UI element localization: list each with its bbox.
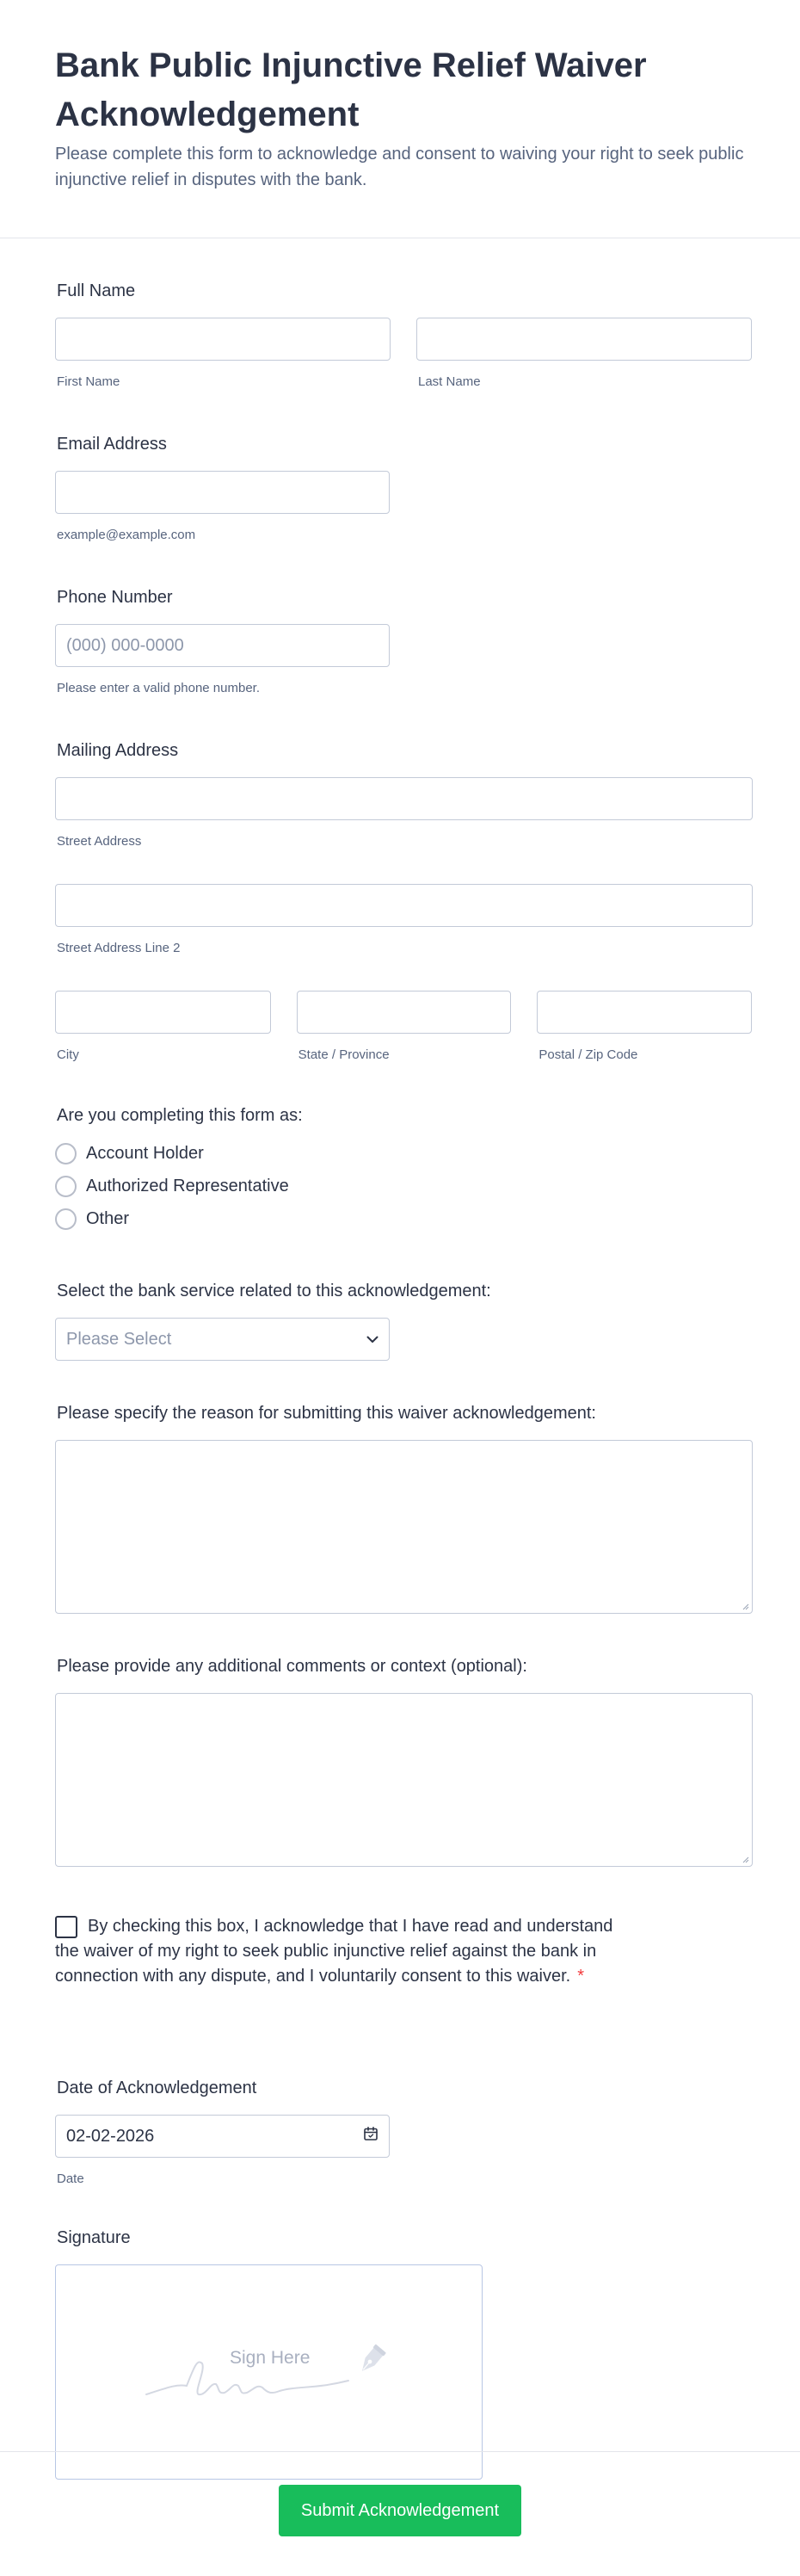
date-label: Date of Acknowledgement [57,2079,257,2097]
required-mark: * [577,1967,585,1986]
chevron-down-icon [366,1333,378,1345]
service-selected-value: Please Select [66,1329,172,1349]
consent-text [55,1914,612,1989]
page-title: Bank Public Injunctive Relief Waiver Acknowledgement [55,46,647,133]
radio-authorized-representative[interactable] [55,1170,752,1202]
consent-field [55,1917,752,1989]
zip-input[interactable] [537,991,752,1034]
radio-circle[interactable] [55,1208,77,1230]
state-input[interactable] [297,991,512,1034]
reason-field [55,1404,752,1614]
radio-label: Account Holder [86,1143,204,1163]
full-name-label: Full Name [57,281,136,300]
city-sublabel: City [57,1047,79,1062]
zip-sublabel: Postal / Zip Code [538,1047,638,1062]
date-input[interactable] [55,2115,390,2158]
resize-handle-icon[interactable] [741,1855,749,1863]
comments-textarea[interactable] [55,1693,753,1867]
street-address-line2-sublabel: Street Address Line 2 [57,941,181,955]
signature-label: Signature [57,2228,131,2247]
mailing-address-field [55,741,752,1063]
phone-sublabel: Please enter a valid phone number. [57,681,260,695]
comments-label: Please provide any additional comments or context (optional): [57,1657,527,1676]
email-field [55,435,752,543]
pen-icon [351,2343,389,2381]
role-field [55,1106,752,1235]
phone-input[interactable]: (000) 000-0000 [55,624,390,667]
email-input[interactable] [55,471,390,514]
date-field [55,2079,752,2187]
radio-circle[interactable] [55,1143,77,1164]
radio-label: Authorized Representative [86,1176,289,1195]
form-header [0,0,800,238]
mailing-address-label: Mailing Address [57,741,179,760]
service-field [55,1282,752,1361]
radio-circle[interactable] [55,1176,77,1197]
street-address-sublabel: Street Address [57,834,142,849]
first-name-sublabel: First Name [57,374,120,389]
radio-label: Other [86,1208,130,1228]
comments-field [55,1657,752,1867]
city-input[interactable] [55,991,271,1034]
consent-line-2: the waiver of my right to seek public injunctive relief against the bank in [55,1942,597,1961]
reason-textarea[interactable] [55,1440,753,1614]
page-description: Please complete this form to acknowledge and consent to waiving your right to seek public injunctive relief in disputes with the bank. [55,145,744,189]
email-sublabel: example@example.com [57,528,196,542]
reason-label: Please specify the reason for submitting this waiver acknowledgement: [57,1404,596,1423]
form-footer [0,2451,800,2576]
date-value: 02-02-2026 [66,2126,155,2146]
service-label: Select the bank service related to this acknowledgement: [57,1282,491,1300]
last-name-sublabel: Last Name [418,374,481,389]
phone-field [55,588,752,696]
form-body [0,281,800,2508]
radio-other[interactable] [55,1202,752,1235]
street-address-line2-input[interactable] [55,884,753,927]
street-address-input[interactable] [55,777,753,820]
signature-pad[interactable] [55,2264,483,2480]
calendar-icon[interactable] [363,2126,378,2147]
phone-label: Phone Number [57,588,173,607]
sign-here-placeholder: Sign Here [230,2348,311,2368]
resize-handle-icon[interactable] [741,1602,749,1610]
state-sublabel: State / Province [298,1047,390,1062]
consent-line-1: By checking this box, I acknowledge that I have read and understand [88,1917,613,1936]
email-label: Email Address [57,435,167,454]
date-sublabel: Date [57,2171,84,2186]
role-label: Are you completing this form as: [57,1106,303,1125]
consent-checkbox[interactable] [55,1916,77,1938]
submit-button[interactable]: Submit Acknowledgement [279,2485,521,2536]
first-name-input[interactable] [55,318,391,361]
full-name-field [55,281,752,390]
last-name-input[interactable] [416,318,752,361]
service-select[interactable] [55,1318,390,1361]
consent-line-3: connection with any dispute, and I voluntarily consent to this waiver. [55,1967,571,1986]
radio-account-holder[interactable] [55,1137,752,1170]
